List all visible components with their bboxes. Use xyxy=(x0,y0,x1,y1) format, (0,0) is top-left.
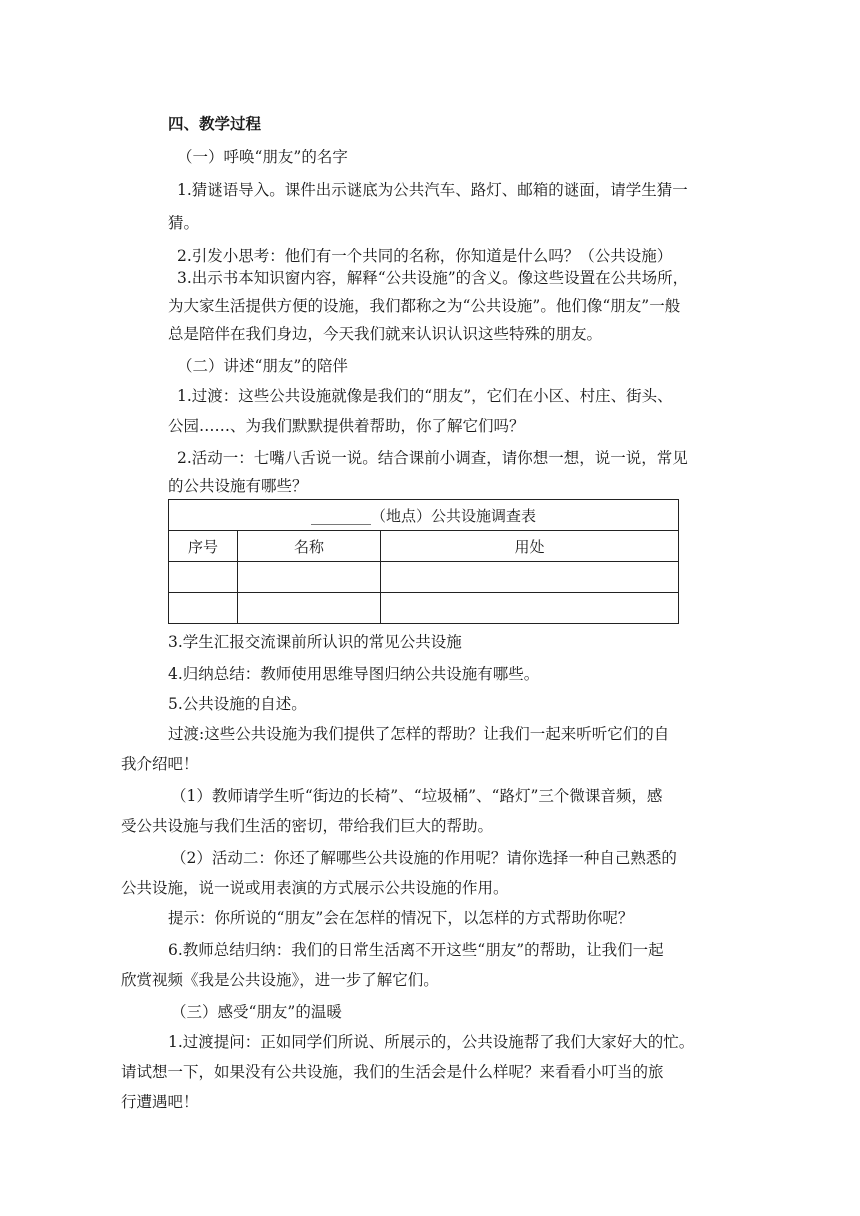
paragraph-line: （1）教师请学生听“街边的长椅”、“垃圾桶”、“路灯”三个微课音频，感 xyxy=(171,787,663,805)
table-row xyxy=(169,562,679,593)
table-row xyxy=(169,593,679,624)
paragraph-line: 5.公共设施的自述。 xyxy=(168,695,307,713)
paragraph-line: 1.过渡：这些公共设施就像是我们的“朋友”，它们在小区、村庄、街头、 xyxy=(177,387,673,405)
paragraph-line: 2.引发小思考：他们有一个共同的名称，你知道是什么吗？（公共设施） xyxy=(177,247,673,265)
table-cell xyxy=(381,593,679,624)
paragraph-line: 提示：你所说的“朋友”会在怎样的情况下，以怎样的方式帮助你呢？ xyxy=(168,909,634,927)
table-cell xyxy=(169,593,238,624)
paragraph-line: 总是陪伴在我们身边，今天我们就来认识认识这些特殊的朋友。 xyxy=(168,325,603,343)
subsection-title-3: （三）感受“朋友”的温暖 xyxy=(171,1003,342,1021)
paragraph-line: （2）活动二：你还了解哪些公共设施的作用呢？请你选择一种自己熟悉的 xyxy=(171,849,677,867)
paragraph-line: 的公共设施有哪些？ xyxy=(168,477,308,495)
table-cell xyxy=(381,562,679,593)
paragraph-line: 6.教师总结归纳：我们的日常生活离不开这些“朋友”的帮助，让我们一起 xyxy=(168,941,664,959)
table-caption: ________（地点）公共设施调查表 xyxy=(169,500,679,531)
paragraph-line: 猜。 xyxy=(168,214,200,232)
paragraph-line: 2.活动一：七嘴八舌说一说。结合课前小调查，请你想一想，说一说，常见 xyxy=(177,449,688,467)
paragraph-line: 请试想一下，如果没有公共设施，我们的生活会是什么样呢？来看看小叮当的旅 xyxy=(121,1063,664,1081)
table-cell xyxy=(238,562,381,593)
table-header-name: 名称 xyxy=(238,531,381,562)
table-header-use: 用处 xyxy=(381,531,679,562)
paragraph-line: 1.过渡提问：正如同学们所说、所展示的，公共设施帮了我们大家好大的忙。 xyxy=(168,1033,695,1051)
paragraph-line: 我介绍吧！ xyxy=(121,755,199,773)
table-cell xyxy=(238,593,381,624)
paragraph-line: 为大家生活提供方便的设施，我们都称之为“公共设施”。他们像“朋友”一般 xyxy=(168,297,681,315)
subsection-title-2: （二）讲述“朋友”的陪伴 xyxy=(177,357,348,375)
paragraph-line: 3.学生汇报交流课前所认识的常见公共设施 xyxy=(168,633,462,651)
paragraph-line: 欣赏视频《我是公共设施》，进一步了解它们。 xyxy=(121,971,439,989)
section-heading: 四、教学过程 xyxy=(168,115,262,133)
paragraph-line: 公园……、为我们默默提供着帮助，你了解它们吗？ xyxy=(168,417,525,435)
paragraph-line: 受公共设施与我们生活的密切，带给我们巨大的帮助。 xyxy=(121,817,494,835)
survey-table xyxy=(168,499,679,624)
paragraph-line: 3.出示书本知识窗内容，解释“公共设施”的含义。像这些设置在公共场所， xyxy=(177,269,689,287)
paragraph-line: 1.猜谜语导入。课件出示谜底为公共汽车、路灯、邮箱的谜面，请学生猜一 xyxy=(177,181,688,199)
paragraph-line: 4.归纳总结：教师使用思维导图归纳公共设施有哪些。 xyxy=(168,665,540,683)
subsection-title-1: （一）呼唤“朋友”的名字 xyxy=(177,148,348,166)
paragraph-line: 公共设施，说一说或用表演的方式展示公共设施的作用。 xyxy=(121,879,509,897)
paragraph-line: 过渡:这些公共设施为我们提供了怎样的帮助？让我们一起来听听它们的自 xyxy=(168,725,670,743)
table-cell xyxy=(169,562,238,593)
paragraph-line: 行遭遇吧！ xyxy=(121,1093,199,1111)
table-header-index: 序号 xyxy=(169,531,238,562)
